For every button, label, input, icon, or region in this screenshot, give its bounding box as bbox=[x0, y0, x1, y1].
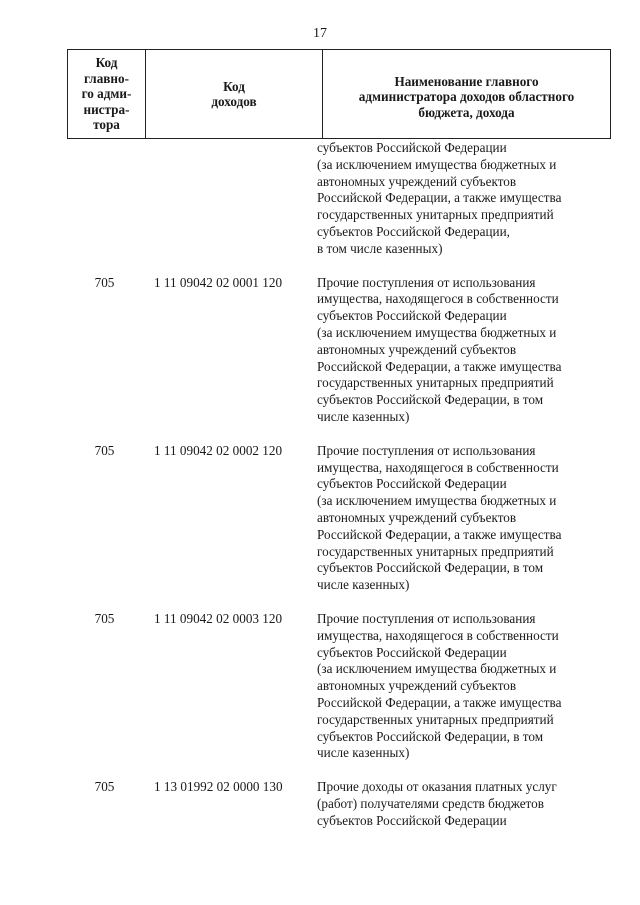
income-name-cell: Прочие поступления от использования имущества, находящегося в собственности субъектов Российской Федерации (за исключением имущества бюджетных и автономных учреждений субъектов Российской Федерации, а также имущества государственных унитарных предприятий субъектов Российской Федерации, в том числе казенных) bbox=[317, 442, 562, 593]
admin-code-cell bbox=[67, 140, 142, 258]
admin-code-cell: 705 bbox=[94, 779, 115, 795]
table-row bbox=[67, 275, 611, 426]
income-name-cell: Прочие поступления от использования имущества, находящегося в собственности субъектов Российской Федерации (за исключением имущества бюджетных и автономных учреждений субъектов Российской Федерации, а также имущества государственных унитарных предприятий субъектов Российской Федерации, в том числе казенных) bbox=[317, 274, 562, 424]
header-income-code bbox=[146, 50, 323, 139]
header-name-line: бюджета, дохода bbox=[418, 104, 515, 120]
table-body bbox=[67, 140, 611, 846]
header-name bbox=[323, 50, 611, 139]
income-code-cell bbox=[142, 140, 308, 258]
table-row bbox=[67, 443, 611, 594]
income-code-cell: 1 11 09042 02 0002 120 bbox=[154, 442, 283, 458]
header-admin-code-line: тора bbox=[93, 117, 120, 133]
page-number: 17 bbox=[313, 26, 327, 41]
income-code-cell: 1 11 09042 02 0001 120 bbox=[154, 274, 283, 290]
header-admin-code-line: нистра- bbox=[83, 101, 130, 117]
income-name-cell: Прочие поступления от использования имущества, находящегося в собственности субъектов Российской Федерации (за исключением имущества бюджетных и автономных учреждений субъектов Российской Федерации, а также имущества государственных унитарных предприятий субъектов Российской Федерации, в том числе казенных) bbox=[317, 610, 562, 761]
income-code-cell: 1 11 09042 02 0003 120 bbox=[154, 610, 283, 626]
income-code-cell: 1 13 01992 02 0000 130 bbox=[154, 779, 283, 795]
table-row bbox=[67, 140, 611, 258]
income-name-cell: Прочие доходы от оказания платных услуг (работ) получателями средств бюджетов субъектов Российской Федерации bbox=[317, 779, 557, 828]
header-income-code-line: Код bbox=[223, 78, 245, 94]
income-name-cell: субъектов Российской Федерации (за исключением имущества бюджетных и автономных учреждений субъектов Российской Федерации, а также имущества государственных унитарных предприятий субъектов Российской Федерации, в том числе казенных) bbox=[317, 140, 562, 256]
header-admin-code-line: Код bbox=[95, 55, 118, 71]
header-admin-code bbox=[68, 50, 146, 139]
admin-code-cell: 705 bbox=[94, 610, 115, 626]
table-row bbox=[67, 611, 611, 762]
header-income-code-line: доходов bbox=[211, 94, 257, 109]
header-name-line: Наименование главного bbox=[394, 73, 539, 89]
table-header bbox=[67, 49, 611, 139]
header-admin-code-line: главно- bbox=[83, 70, 130, 86]
admin-code-cell: 705 bbox=[94, 274, 115, 290]
header-name-line: администратора доходов областного bbox=[358, 89, 575, 105]
admin-code-cell: 705 bbox=[94, 442, 115, 458]
header-admin-code-line: го адми- bbox=[81, 86, 132, 102]
table-row bbox=[67, 779, 611, 829]
